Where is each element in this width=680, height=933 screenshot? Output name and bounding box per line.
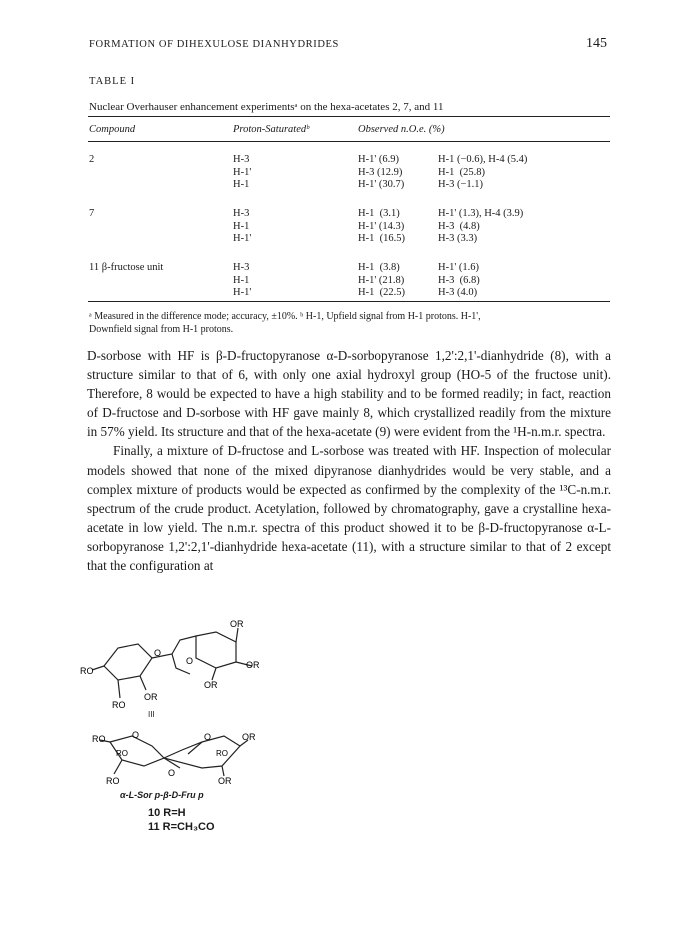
- group-label: RO: [112, 700, 126, 710]
- table-cell-compound: 7: [89, 208, 95, 219]
- table-cell-compound: 2: [89, 154, 95, 165]
- group-label: OR: [204, 680, 218, 690]
- table-footnote: ᵃ Measured in the difference mode; accuracy, ±10%. ᵇ H-1, Upfield signal from H-1 protons. H-1',: [89, 311, 481, 322]
- group-label: OR: [246, 660, 260, 670]
- table-caption: Nuclear Overhauser enhancement experimentsᵃ on the hexa-acetates 2, 7, and 11: [89, 101, 444, 113]
- table-cell-observed: H-1' (1.6) H-3 (6.8) H-3 (4.0): [438, 262, 480, 299]
- table-cell-saturated: H-3 H-1' H-1: [233, 154, 252, 191]
- group-label: OR: [144, 692, 158, 702]
- group-label: RO: [116, 749, 128, 758]
- group-label: RO: [92, 734, 106, 744]
- structure-iii-diagram: [80, 618, 280, 718]
- table-bottom-rule: [88, 301, 610, 302]
- group-label: O: [168, 768, 176, 778]
- group-label: OR: [242, 732, 256, 742]
- group-label: OR: [218, 776, 232, 784]
- table-header-rule: [88, 141, 610, 142]
- column-header-observed-noe: Observed n.O.e. (%): [358, 124, 445, 135]
- body-text: [87, 346, 611, 575]
- compound-label-11: 11 R=CH₃CO: [148, 821, 215, 833]
- table-cell-observed: H-1 (3.8) H-1' (21.8) H-1 (22.5): [358, 262, 405, 299]
- table-cell-observed: H-1 (−0.6), H-4 (5.4) H-1 (25.8) H-3 (−1.1): [438, 154, 528, 191]
- group-label: RO: [216, 749, 228, 758]
- table-top-rule: [88, 116, 610, 117]
- group-label: RO: [106, 776, 120, 784]
- column-header-compound: Compound: [89, 124, 136, 135]
- table-cell-observed: H-1' (1.3), H-4 (3.9) H-3 (4.8) H-3 (3.3): [438, 208, 524, 245]
- table-cell-observed: H-1 (3.1) H-1' (14.3) H-1 (16.5): [358, 208, 405, 245]
- page-number: 145: [586, 36, 607, 51]
- structure-number: III: [148, 710, 155, 719]
- table-cell-observed: H-1' (6.9) H-3 (12.9) H-1' (30.7): [358, 154, 405, 191]
- paragraph: D-sorbose with HF is β-D-fructopyranose α-D-sorbopyranose 1,2':2,1'-dianhydride (8), with a structure similar to that of 6, with only one axial hydroxyl group (HO-5 of the fructose unit). Therefore, 8 would be expected to have a high stability and to be formed readily; in fact, reaction of D-fructose and D-sorbose with HF gave mainly 8, which crystallized readily from the mixture in 57% yield. Its structure and that of the hexa-acetate (9) were evident from the ¹H-n.m.r. spectra.: [87, 348, 611, 440]
- compound-name: α-L-Sor p-β-D-Fru p: [120, 790, 204, 800]
- group-label: O: [132, 730, 140, 740]
- column-header-proton-saturated: Proton-Saturatedᵇ: [233, 124, 309, 135]
- group-label: O: [154, 648, 162, 658]
- running-title: FORMATION OF DIHEXULOSE DIANHYDRIDES: [89, 39, 339, 50]
- table-label: TABLE I: [89, 76, 136, 87]
- structure-10-11-diagram: [92, 728, 262, 784]
- group-label: OR: [230, 619, 244, 629]
- paragraph: Finally, a mixture of D-fructose and L-sorbose was treated with HF. Inspection of molecular models showed that none of the mixed dipyranose dianhydrides would be very stable, and a complex mixture of products would be expected as confirmed by the complexity of the ¹³C-n.m.r. spectrum of the crude product. Acetylation, followed by chromatography, gave a crystalline hexa-acetate in low yield. The n.m.r. spectra of this product showed it to be β-D-fructopyranose α-L-sorbopyranose 1,2':2,1'-dianhydride hexa-acetate (11), with a structure similar to that of 2 except that the configuration at: [87, 443, 611, 574]
- table-cell-saturated: H-3 H-1 H-1': [233, 208, 252, 245]
- group-label: O: [186, 656, 194, 666]
- compound-label-10: 10 R=H: [148, 807, 186, 819]
- table-footnote: Downfield signal from H-1 protons.: [89, 324, 234, 335]
- table-cell-compound: 11 β-fructose unit: [89, 262, 164, 273]
- table-cell-saturated: H-3 H-1 H-1': [233, 262, 252, 299]
- group-label: O: [204, 732, 212, 742]
- group-label: RO: [80, 666, 94, 676]
